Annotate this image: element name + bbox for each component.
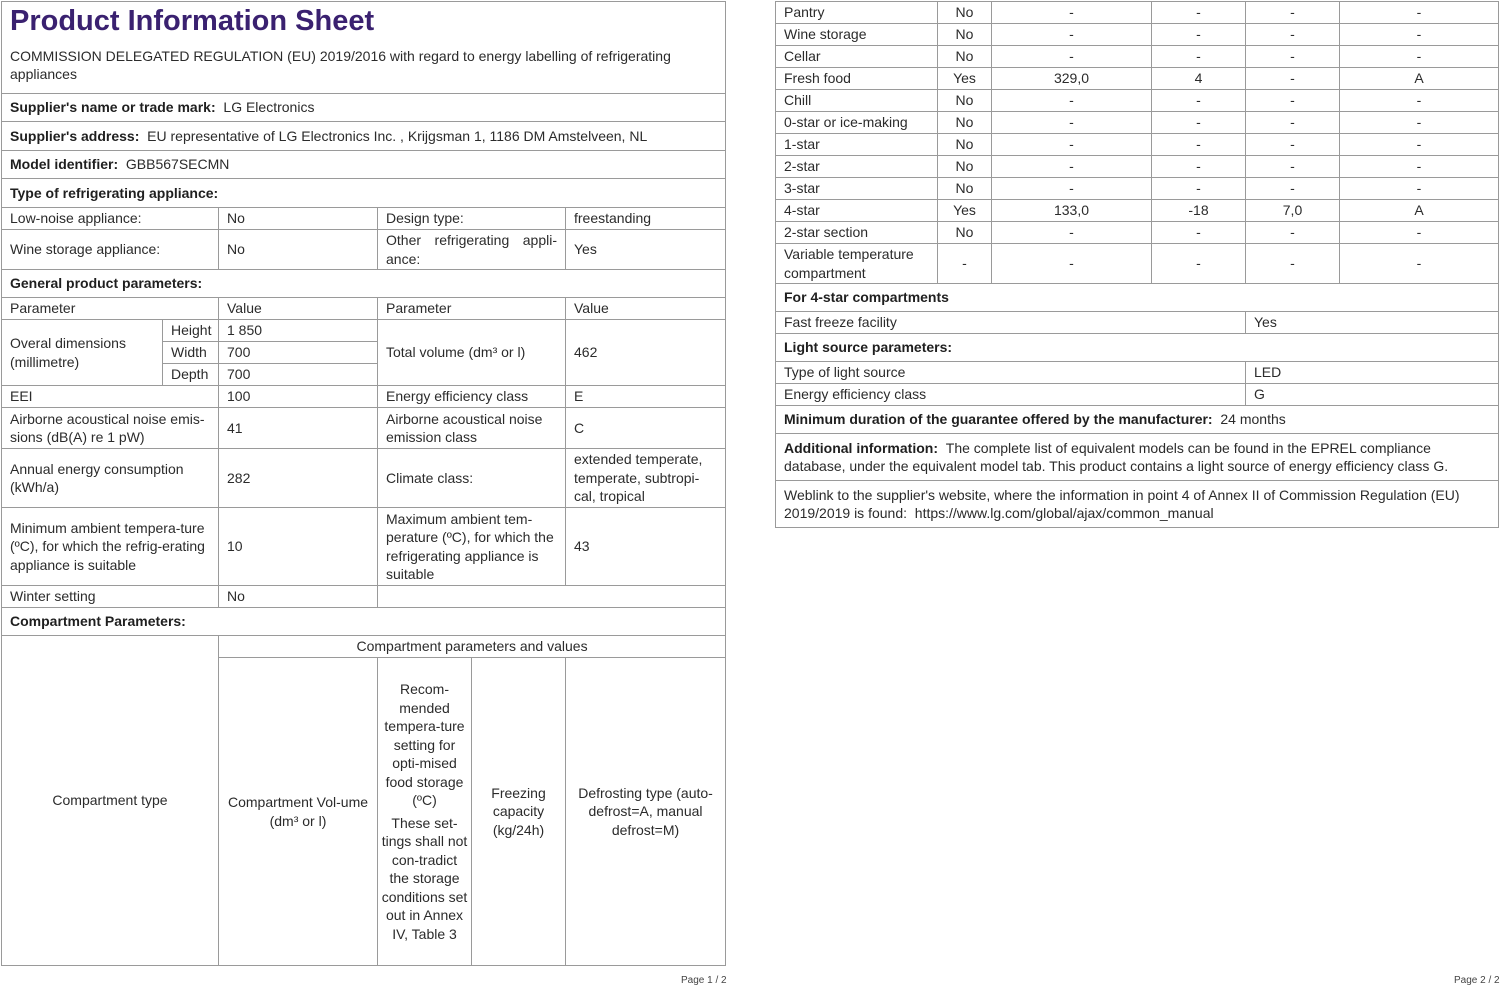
eei-label: EEI: [2, 386, 219, 408]
compartment-row: [776, 68, 1499, 90]
compartment-name: Variable temperature compartment: [776, 244, 938, 284]
weblink-row: [776, 481, 1499, 528]
compartment-defrost: -: [1340, 46, 1499, 68]
compartment-name: 4-star: [776, 200, 938, 222]
compartment-name: Pantry: [776, 2, 938, 24]
light-type-value: LED: [1246, 362, 1499, 384]
compartment-freeze: -: [1246, 178, 1340, 200]
low-noise-value: No: [219, 208, 378, 230]
total-volume-value: 462: [566, 320, 726, 386]
supplier-name: LG Electronics: [223, 99, 315, 116]
compartment-freeze: -: [1246, 24, 1340, 46]
product-info-table-page-2: [775, 1, 1499, 528]
page-1-footer: Page 1 / 2: [681, 975, 727, 986]
empty-cell: [378, 586, 726, 608]
compartment-row: [776, 200, 1499, 222]
compartment-row: [776, 46, 1499, 68]
fast-freeze-label: Fast freeze facility: [776, 312, 1246, 334]
compartment-present: -: [938, 244, 992, 284]
compartment-present: Yes: [938, 68, 992, 90]
light-eec-label: Energy efficiency class: [776, 384, 1246, 406]
compartment-present: No: [938, 112, 992, 134]
compartment-name: 2-star: [776, 156, 938, 178]
model-label: Model identifier:: [10, 156, 119, 173]
compartment-volume: 329,0: [992, 68, 1152, 90]
additional-info-label: Additional information:: [784, 439, 938, 456]
max-temp-label: Maximum ambient tem-perature (ºC), for which the refrigerating appliance is suitable: [378, 508, 566, 586]
depth-value: 700: [219, 364, 378, 386]
compartment-freeze: -: [1246, 134, 1340, 156]
compartment-volume: -: [992, 178, 1152, 200]
comp-type-header: Compartment type: [2, 636, 219, 966]
compartment-volume: -: [992, 46, 1152, 68]
model-identifier: GBB567SECMN: [125, 156, 230, 173]
weblink-label: Weblink to the supplier's website, where the information in point 4 of Annex II of Commission Regulation (EU) 2019/2019 is found:: [784, 486, 1460, 521]
compartment-volume: 133,0: [992, 200, 1152, 222]
guarantee-value: 24 months: [1220, 411, 1286, 428]
compartment-present: No: [938, 178, 992, 200]
compartment-params-heading: Compartment Parameters:: [2, 608, 726, 636]
compartment-name: Chill: [776, 90, 938, 112]
compartment-temp: 4: [1152, 68, 1246, 90]
compartment-freeze: -: [1246, 2, 1340, 24]
low-noise-label: Low-noise appliance:: [2, 208, 219, 230]
compartment-present: Yes: [938, 200, 992, 222]
depth-label: Depth: [163, 364, 219, 386]
min-temp-label: Minimum ambient tempera-ture (ºC), for which the refrig-erating appliance is suitable: [2, 508, 219, 586]
compartment-row: [776, 178, 1499, 200]
compartment-defrost: A: [1340, 200, 1499, 222]
noise-class-value: C: [566, 408, 726, 449]
eei-value: 100: [219, 386, 378, 408]
supplier-address-label: Supplier's address:: [10, 127, 140, 144]
comp-volume-header: Compartment Vol-ume (dm³ or l): [219, 658, 378, 966]
compartment-temp: -: [1152, 90, 1246, 112]
col-header-parameter: Parameter: [2, 298, 219, 320]
compartment-freeze: -: [1246, 90, 1340, 112]
design-type-label: Design type:: [378, 208, 566, 230]
compartment-temp: -: [1152, 244, 1246, 284]
compartment-row: [776, 24, 1499, 46]
compartment-volume: -: [992, 24, 1152, 46]
compartment-defrost: -: [1340, 244, 1499, 284]
noise-class-label: Airborne acoustical noise emission class: [378, 408, 566, 449]
compartment-row: [776, 156, 1499, 178]
total-volume-label: Total volume (dm³ or l): [378, 320, 566, 386]
eec-value: E: [566, 386, 726, 408]
compartment-row: [776, 2, 1499, 24]
compartment-defrost: -: [1340, 156, 1499, 178]
product-info-table-page-1: [1, 1, 726, 966]
page-2: [775, 1, 1498, 528]
width-value: 700: [219, 342, 378, 364]
compartment-name: Fresh food: [776, 68, 938, 90]
additional-info-text: The complete list of equivalent models can be found in the EPREL compliance database, under the equivalent model tab. This product contains a light source of energy efficiency class G.: [784, 439, 1449, 474]
supplier-address: EU representative of LG Electronics Inc. , Krijgsman 1, 1186 DM Amstelveen, NL: [147, 127, 648, 144]
compartment-name: Cellar: [776, 46, 938, 68]
width-label: Width: [163, 342, 219, 364]
climate-class-label: Climate class:: [378, 449, 566, 508]
compartment-volume: -: [992, 222, 1152, 244]
winter-setting-label: Winter setting: [2, 586, 219, 608]
compartment-name: 3-star: [776, 178, 938, 200]
noise-value: 41: [219, 408, 378, 449]
compartment-temp: -: [1152, 156, 1246, 178]
min-temp-value: 10: [219, 508, 378, 586]
comp-values-header: Compartment parameters and values: [219, 636, 726, 658]
comp-defrost-header: Defrosting type (auto-defrost=A, manual defrost=M): [566, 658, 726, 966]
col-header-value-2: Value: [566, 298, 726, 320]
compartment-freeze: -: [1246, 46, 1340, 68]
additional-info-row: [776, 434, 1499, 481]
eec-label: Energy efficiency class: [378, 386, 566, 408]
height-value: 1 850: [219, 320, 378, 342]
model-row: [2, 151, 726, 179]
dimensions-label: Overal dimensions (millimetre): [2, 320, 163, 386]
compartments-body: [776, 2, 1499, 284]
compartment-freeze: -: [1246, 156, 1340, 178]
compartment-present: No: [938, 222, 992, 244]
compartment-temp: -: [1152, 46, 1246, 68]
compartment-name: 2-star section: [776, 222, 938, 244]
compartment-temp: -: [1152, 134, 1246, 156]
other-appliance-label: Other refrigerating appli-ance:: [378, 230, 566, 270]
annual-energy-label: Annual energy consumption (kWh/a): [2, 449, 219, 508]
compartment-volume: -: [992, 112, 1152, 134]
wine-storage-label: Wine storage appliance:: [2, 230, 219, 270]
comp-freeze-header: Freezing capacity (kg/24h): [472, 658, 566, 966]
compartment-temp: -: [1152, 112, 1246, 134]
light-source-heading: Light source parameters:: [776, 334, 1499, 362]
comp-temp-note: These set-tings shall not con-tradict the storage conditions set out in Annex IV, Table 3: [381, 814, 468, 942]
col-header-value: Value: [219, 298, 378, 320]
compartment-freeze: -: [1246, 112, 1340, 134]
light-eec-value: G: [1246, 384, 1499, 406]
light-type-label: Type of light source: [776, 362, 1246, 384]
winter-setting-value: No: [219, 586, 378, 608]
compartment-defrost: -: [1340, 2, 1499, 24]
compartment-temp: -: [1152, 222, 1246, 244]
compartment-present: No: [938, 90, 992, 112]
design-type-value: freestanding: [566, 208, 726, 230]
compartment-temp: -: [1152, 178, 1246, 200]
supplier-name-row: [2, 94, 726, 122]
compartment-temp: -: [1152, 2, 1246, 24]
compartment-temp: -18: [1152, 200, 1246, 222]
compartment-defrost: -: [1340, 24, 1499, 46]
page-title: Product Information Sheet: [2, 2, 726, 38]
comp-temp-header: [378, 658, 472, 966]
compartment-name: Wine storage: [776, 24, 938, 46]
compartment-name: 1-star: [776, 134, 938, 156]
compartment-present: No: [938, 156, 992, 178]
page-1: [1, 1, 725, 966]
general-params-heading: General product parameters:: [2, 270, 726, 298]
compartment-temp: -: [1152, 24, 1246, 46]
compartment-freeze: -: [1246, 244, 1340, 284]
compartment-defrost: -: [1340, 222, 1499, 244]
compartment-name: 0-star or ice-making: [776, 112, 938, 134]
compartment-row: [776, 112, 1499, 134]
compartment-volume: -: [992, 156, 1152, 178]
compartment-row: [776, 222, 1499, 244]
supplier-address-row: [2, 122, 726, 151]
compartment-present: No: [938, 2, 992, 24]
comp-temp-text: Recom-mended tempera-ture setting for opti-mised food storage (ºC): [384, 681, 465, 808]
supplier-name-label: Supplier's name or trade mark:: [10, 99, 216, 116]
compartment-freeze: -: [1246, 222, 1340, 244]
compartment-defrost: A: [1340, 68, 1499, 90]
compartment-defrost: -: [1340, 178, 1499, 200]
compartment-freeze: -: [1246, 68, 1340, 90]
compartment-row: [776, 134, 1499, 156]
guarantee-row: [776, 406, 1499, 434]
compartment-present: No: [938, 134, 992, 156]
annual-energy-value: 282: [219, 449, 378, 508]
compartment-volume: -: [992, 244, 1152, 284]
compartment-present: No: [938, 46, 992, 68]
regulation-text: COMMISSION DELEGATED REGULATION (EU) 2019/2016 with regard to energy labelling of refrigerating appliances: [2, 38, 726, 94]
fast-freeze-value: Yes: [1246, 312, 1499, 334]
compartment-volume: -: [992, 90, 1152, 112]
weblink-url[interactable]: https://www.lg.com/global/ajax/common_manual: [914, 505, 1214, 521]
compartment-row: [776, 244, 1499, 284]
max-temp-value: 43: [566, 508, 726, 586]
compartment-defrost: -: [1340, 90, 1499, 112]
page-2-footer: Page 2 / 2: [1454, 975, 1500, 986]
type-heading: Type of refrigerating appliance:: [2, 179, 726, 208]
compartment-volume: -: [992, 2, 1152, 24]
guarantee-label: Minimum duration of the guarantee offered by the manufacturer:: [784, 411, 1213, 428]
compartment-volume: -: [992, 134, 1152, 156]
noise-label: Airborne acoustical noise emis-sions (dB(A) re 1 pW): [2, 408, 219, 449]
height-label: Height: [163, 320, 219, 342]
compartment-defrost: -: [1340, 112, 1499, 134]
compartment-defrost: -: [1340, 134, 1499, 156]
other-appliance-value: Yes: [566, 230, 726, 270]
compartment-row: [776, 90, 1499, 112]
col-header-parameter-2: Parameter: [378, 298, 566, 320]
four-star-heading: For 4-star compartments: [776, 284, 1499, 312]
wine-storage-value: No: [219, 230, 378, 270]
climate-class-value: extended temperate, temperate, subtropi-cal, tropical: [566, 449, 726, 508]
compartment-freeze: 7,0: [1246, 200, 1340, 222]
compartment-present: No: [938, 24, 992, 46]
